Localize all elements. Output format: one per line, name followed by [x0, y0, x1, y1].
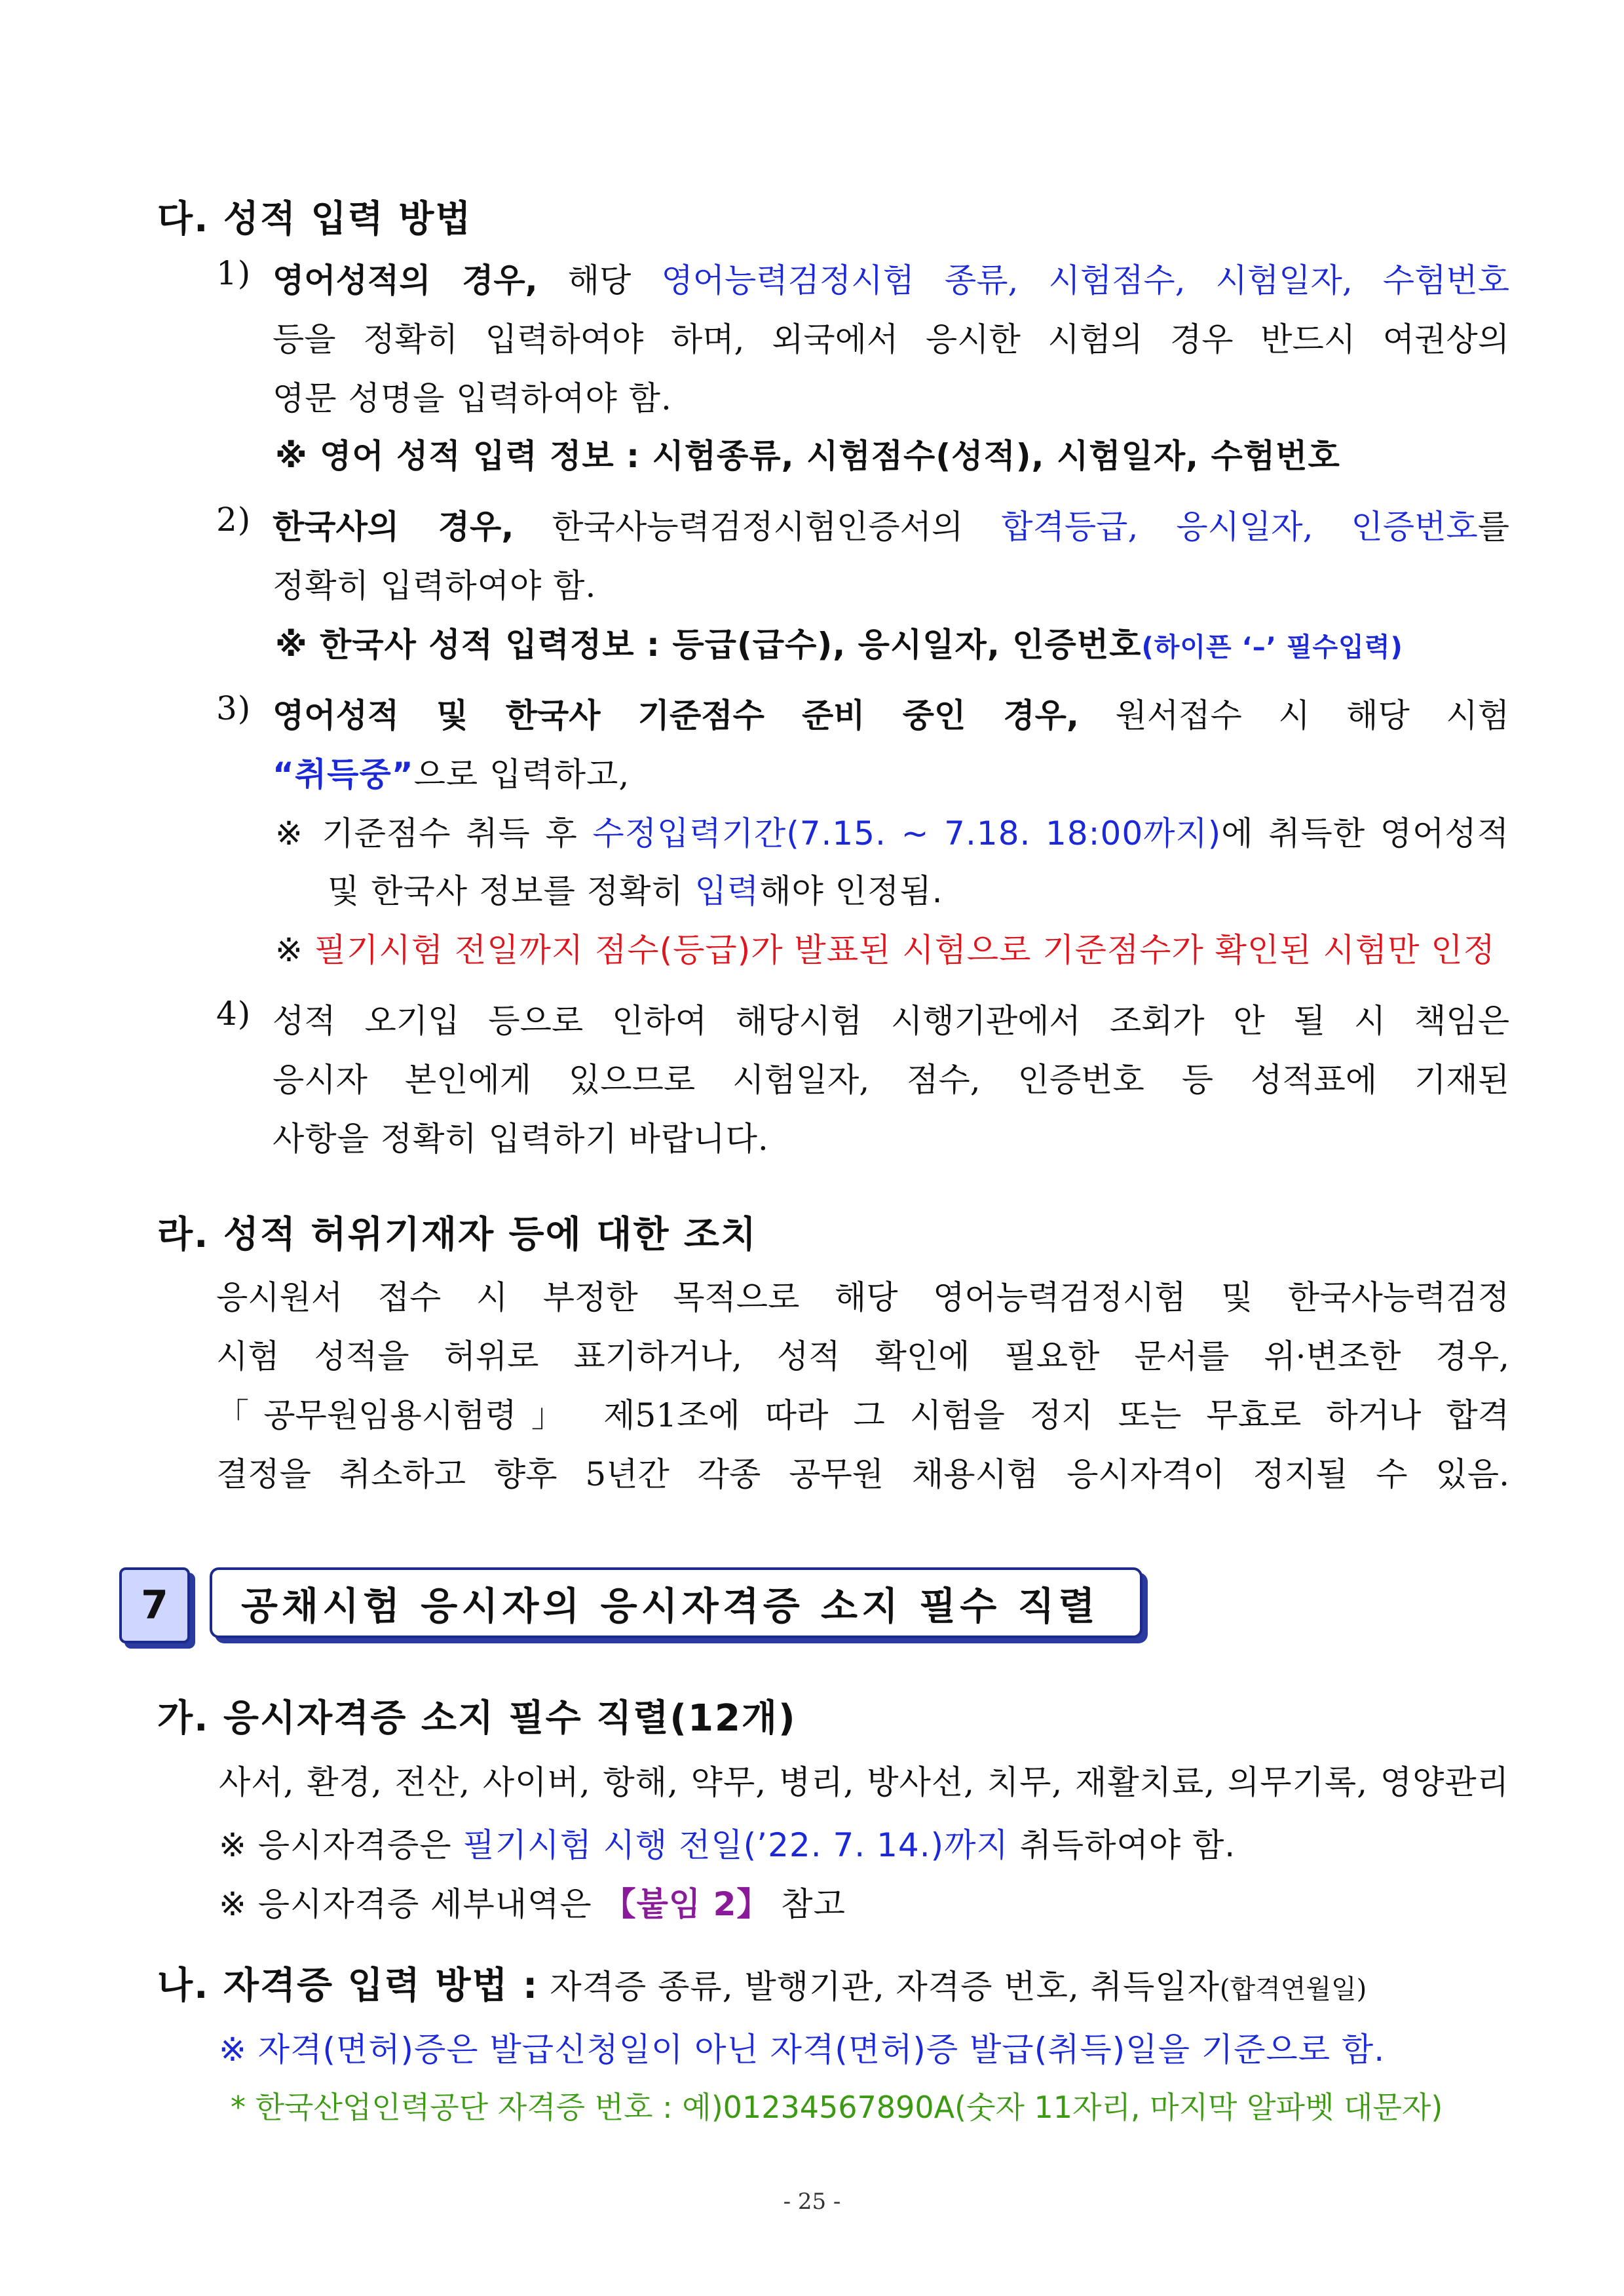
page-number: - 25 -: [783, 2189, 841, 2215]
license-list: 사서, 환경, 전산, 사이버, 항해, 약무, 병리, 방사선, 치무, 재활치료, 의무기록, 영양관리: [219, 1763, 1509, 1801]
item3-note1-line1: ※ 기준점수 취득 후 수정입력기간(7.15. ~ 7.18. 18:00까지)에 취득한 영어성적: [275, 814, 1509, 852]
item2-line1: 한국사의 경우, 한국사능력검정시험인증서의 합격등급, 응시일자, 인증번호를: [273, 508, 1509, 546]
section-heading-ra: 라. 성적 허위기재자 등에 대한 조치: [157, 1214, 758, 1256]
ga-note2: ※ 응시자격증 세부내역은 【붙임 2】 참고: [219, 1885, 846, 1923]
item1-note: ※ 영어 성적 입력 정보 : 시험종류, 시험점수(성적), 시험일자, 수험번호: [275, 437, 1340, 475]
item3-line1: 영어성적 및 한국사 기준점수 준비 중인 경우, 원서접수 시 해당 시험: [273, 697, 1509, 735]
item-number: 3): [216, 689, 252, 727]
item1-line2: 등을 정확히 입력하여야 하며, 외국에서 응시한 시험의 경우 반드시 여권상의: [273, 320, 1509, 358]
section-heading-na: 나. 자격증 입력 방법 : 자격증 종류, 발행기관, 자격증 번호, 취득일자(합격연월일): [157, 1964, 1367, 2007]
item1-line1: 영어성적의 경우, 해당 영어능력검정시험 종류, 시험점수, 시험일자, 수험번호: [273, 261, 1509, 299]
item3-note2: ※ 필기시험 전일까지 점수(등급)가 발표된 시험으로 기준점수가 확인된 시험만 인정: [275, 931, 1496, 969]
item2-note: ※ 한국사 성적 입력정보 : 등급(급수), 응시일자, 인증번호(하이픈 ‘–’ 필수입력): [275, 626, 1403, 664]
item1-line3: 영문 성명을 입력하여야 함.: [273, 379, 672, 417]
item-number: 1): [216, 254, 252, 292]
item-number: 4): [216, 995, 252, 1033]
item-number: 2): [216, 501, 252, 539]
na-note-green: * 한국산업인력공단 자격증 번호 : 예)01234567890A(숫자 11자리, 마지막 알파벳 대문자): [231, 2090, 1443, 2125]
item4-line3: 사항을 정확히 입력하기 바랍니다.: [273, 1120, 769, 1158]
item3-note1-line2: 및 한국사 정보를 정확히 입력해야 인정됨.: [328, 872, 943, 910]
section-heading-da: 다. 성적 입력 방법: [157, 198, 472, 240]
item4-line1: 성적 오기입 등으로 인하여 해당시험 시행기관에서 조회가 안 될 시 책임은: [273, 1002, 1509, 1040]
item4-line2: 응시자 본인에게 있으므로 시험일자, 점수, 인증번호 등 성적표에 기재된: [273, 1061, 1509, 1099]
section-title-box: 공채시험 응시자의 응시자격증 소지 필수 직렬: [210, 1567, 1142, 1638]
ra-line1: 응시원서 접수 시 부정한 목적으로 해당 영어능력검정시험 및 한국사능력검정: [216, 1278, 1509, 1316]
section-heading-ga: 가. 응시자격증 소지 필수 직렬(12개): [157, 1697, 797, 1740]
ga-note1: ※ 응시자격증은 필기시험 시행 전일(’22. 7. 14.)까지 취득하여야 함.: [219, 1826, 1236, 1864]
ra-line3: 「공무원임용시험령」 제51조에 따라 그 시험을 정지 또는 무효로 하거나 합격: [216, 1396, 1509, 1434]
ra-line4: 결정을 취소하고 향후 5년간 각종 공무원 채용시험 응시자격이 정지될 수 있음.: [216, 1455, 1509, 1493]
na-note-blue: ※ 자격(면허)증은 발급신청일이 아닌 자격(면허)증 발급(취득)일을 기준으로 함.: [219, 2031, 1386, 2069]
ra-line2: 시험 성적을 허위로 표기하거나, 성적 확인에 필요한 문서를 위·변조한 경우,: [216, 1337, 1509, 1375]
item3-line2: “취득중”으로 입력하고,: [273, 756, 630, 794]
item2-line2: 정확히 입력하여야 함.: [273, 567, 597, 605]
section-number-badge: 7: [119, 1567, 190, 1643]
